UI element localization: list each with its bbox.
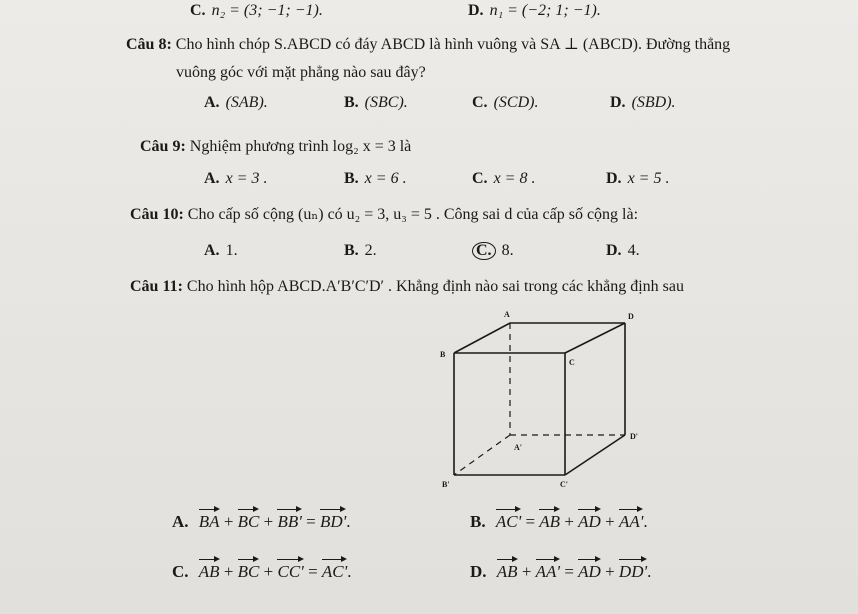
q9-option-a: A. x = 3 . — [204, 170, 268, 187]
question-number: Câu 10: — [130, 206, 184, 223]
vector: AB — [539, 512, 561, 531]
q8-option-d: D. (SBD). — [610, 94, 676, 111]
q8-option-a: A. (SAB). — [204, 94, 268, 111]
q10-option-d: D. 4. — [606, 242, 640, 259]
q10-option-b: B. 2. — [344, 242, 377, 259]
q8-option-c: C. (SCD). — [472, 94, 539, 111]
edge-A1B1-hidden — [454, 435, 510, 475]
question-text: vuông góc với mặt phẳng nào sau đây? — [176, 64, 426, 81]
vector: BD' — [319, 512, 347, 531]
q8-question — [126, 34, 730, 54]
q9-option-c: C. x = 8 . — [472, 170, 536, 187]
q9-option-d: D. x = 5 . — [606, 170, 670, 187]
q8-question-line2 — [176, 64, 426, 82]
label-B: B — [440, 350, 446, 359]
vector: DD' — [618, 562, 648, 581]
q9-option-b: B. x = 6 . — [344, 170, 407, 187]
q8-option-b: B. (SBC). — [344, 94, 408, 111]
label-B1: B' — [442, 480, 450, 489]
question-text: Cho cấp số cộng (uₙ) có u₂ = 3, u₃ = 5 . Công sai d của cấp số cộng là: — [187, 206, 639, 223]
edge-DC — [565, 323, 625, 353]
question-number: Câu 9: — [140, 138, 186, 155]
option-label: C. — [190, 2, 206, 19]
q11-option-b: B. AC' = AB + AD + AA'. — [470, 512, 648, 531]
label-A: A — [504, 310, 510, 319]
q11-option-c: C. AB + BC + CC' = AC'. — [172, 562, 352, 581]
vector: AB — [496, 562, 518, 581]
vector: AD — [578, 512, 601, 531]
label-C: C — [569, 358, 575, 367]
q11-option-d: D. AB + AA' = AD + DD'. — [470, 562, 652, 581]
q11-question — [130, 278, 684, 296]
vector: BC — [237, 562, 260, 581]
vector: BB' — [277, 512, 302, 531]
vector: AA' — [535, 562, 561, 581]
label-D: D — [628, 312, 634, 321]
vector: AC' — [321, 562, 348, 581]
q7-option-d — [468, 2, 601, 20]
question-text: Cho hình hộp ABCD.A′B′C′D′ . Khẳng định nào sai trong các khẳng định sau — [186, 278, 684, 295]
vector: BA — [198, 512, 220, 531]
q10-option-c: C. 8. — [472, 242, 514, 260]
option-label: D. — [468, 2, 484, 19]
parallelepiped-figure — [440, 305, 680, 495]
label-D1: D' — [630, 432, 638, 441]
option-text: n₁ = (−2; 1; −1). — [489, 2, 601, 19]
label-C1: C' — [560, 480, 568, 489]
edge-AB — [454, 323, 510, 353]
vector: CC' — [277, 562, 304, 581]
question-number: Câu 8: — [126, 36, 172, 53]
option-text: n₂ = (3; −1; −1). — [211, 2, 323, 19]
vector: AB — [198, 562, 220, 581]
circled-answer: C. — [472, 242, 496, 260]
q10-question — [130, 204, 638, 224]
q9-question — [140, 138, 411, 156]
edge-C1D1 — [565, 435, 625, 475]
q11-option-a: A. BA + BC + BB' = BD'. — [172, 512, 351, 531]
question-text: Cho hình chóp S.ABCD có đáy ABCD là hình vuông và SA ⊥ (ABCD). Đường thẳng — [175, 36, 731, 53]
question-text: Nghiệm phương trình log₂ x = 3 là — [189, 138, 412, 155]
vector: AC' — [495, 512, 522, 531]
vector: BC — [237, 512, 260, 531]
question-number: Câu 11: — [130, 278, 183, 295]
vector: AA' — [618, 512, 644, 531]
vector: AD — [578, 562, 601, 581]
label-A1: A' — [514, 443, 522, 452]
q7-option-c — [190, 2, 323, 20]
q10-option-a: A. 1. — [204, 242, 238, 259]
